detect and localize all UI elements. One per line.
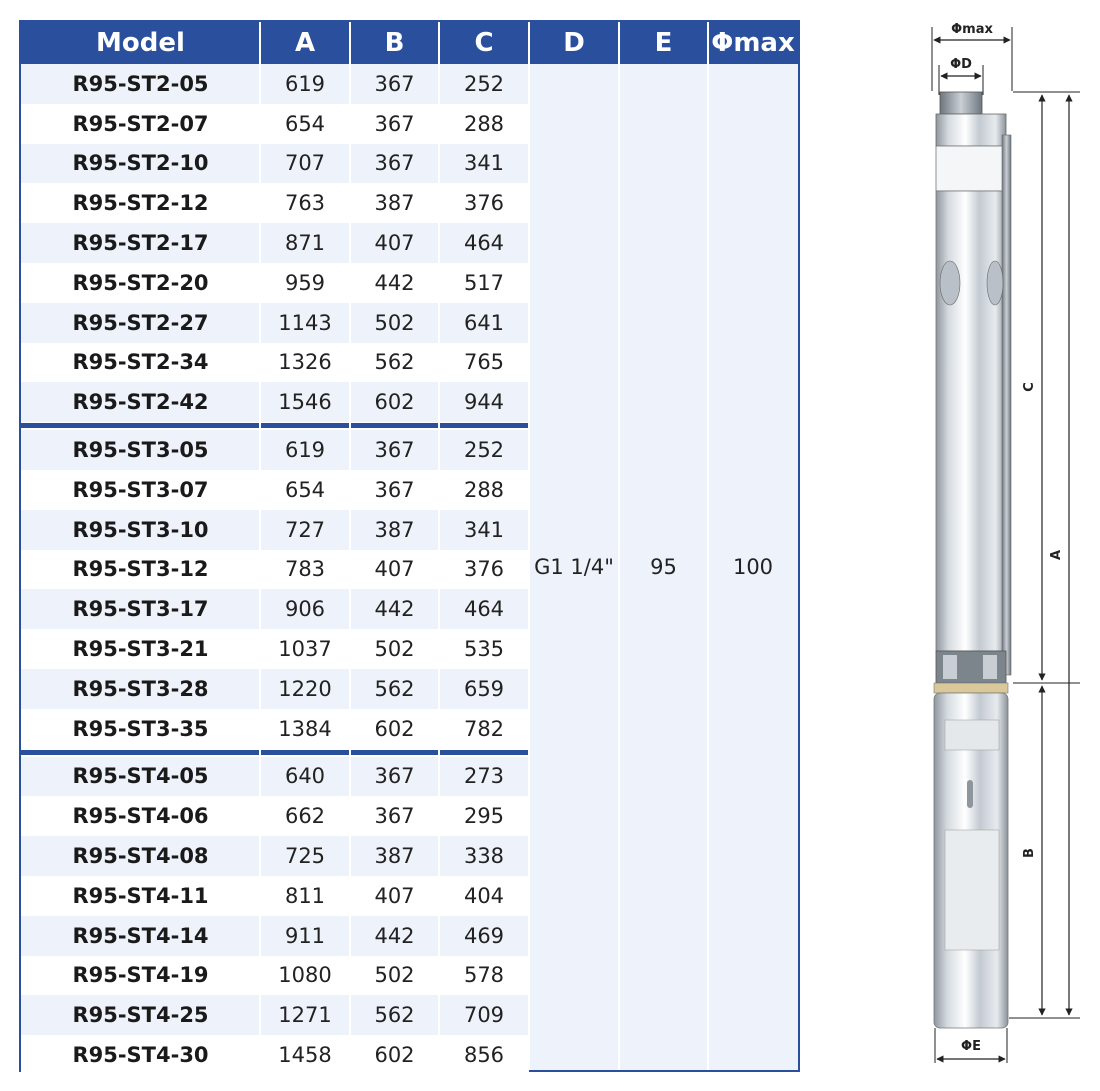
dim-a-cell: 619: [284, 438, 326, 463]
spec-table: [19, 20, 800, 1072]
dim-a-cell: 783: [284, 557, 326, 582]
phi-e-dimension: [935, 1028, 1007, 1063]
phi-max-dimension: [932, 22, 1012, 91]
dim-c-cell: 252: [463, 71, 505, 96]
model-cell: R95-ST4-14: [72, 923, 209, 948]
dim-b-cell: 367: [374, 71, 415, 96]
dim-c-cell: 464: [463, 231, 505, 256]
shared-phi-max-cell: 100: [708, 64, 798, 1070]
dim-c-cell: 659: [463, 676, 505, 701]
dim-b-cell: 502: [374, 963, 415, 988]
model-cell: R95-ST2-34: [72, 350, 209, 375]
dim-a-cell: 1037: [278, 637, 332, 662]
dim-a-cell: 1384: [278, 716, 332, 741]
header-separator: [438, 22, 440, 64]
header-model: Model: [21, 22, 260, 64]
dim-a-cell: 1271: [278, 1003, 332, 1028]
column-separator: [349, 64, 351, 1075]
dim-a-cell: 1326: [278, 350, 332, 375]
dim-a-cell: 654: [284, 477, 326, 502]
dim-a-cell: 1458: [278, 1043, 332, 1068]
model-cell: R95-ST3-05: [72, 438, 209, 463]
header-e: E: [619, 22, 708, 64]
dim-c-cell: 273: [463, 764, 505, 789]
shared-e-cell: 95: [619, 64, 708, 1070]
dim-b-cell: 442: [374, 923, 415, 948]
model-cell: R95-ST3-07: [72, 477, 209, 502]
dim-b-cell: 367: [374, 764, 415, 789]
model-cell: R95-ST4-30: [72, 1043, 209, 1068]
dim-b-cell: 602: [374, 716, 415, 741]
model-cell: R95-ST4-19: [72, 963, 209, 988]
header-separator: [528, 22, 530, 64]
dim-b-cell: 367: [374, 438, 415, 463]
model-cell: R95-ST2-12: [72, 191, 209, 216]
dim-b-cell: 502: [374, 637, 415, 662]
dim-c-cell: 517: [463, 270, 505, 295]
dim-a-cell: 763: [284, 191, 326, 216]
dim-b-cell: 562: [374, 676, 415, 701]
model-cell: R95-ST2-07: [72, 111, 209, 136]
column-separator: [618, 64, 620, 1070]
dim-a-cell: 811: [284, 883, 326, 908]
dim-b-cell: 602: [374, 1043, 415, 1068]
dim-a-cell: 871: [284, 231, 326, 256]
dim-a-cell: 1080: [278, 963, 332, 988]
c-dimension: [1013, 92, 1080, 683]
dim-b-cell: 442: [374, 270, 415, 295]
column-separator: [707, 64, 709, 1070]
phi-d-label: ΦD: [950, 57, 972, 72]
dim-a-cell: 640: [284, 764, 326, 789]
pump-drawing: [905, 15, 1095, 1075]
model-cell: R95-ST3-10: [72, 517, 209, 542]
dim-b-cell: 562: [374, 350, 415, 375]
model-cell: R95-ST2-05: [72, 71, 209, 96]
column-separator: [438, 64, 440, 1075]
dim-c-cell: 765: [463, 350, 505, 375]
dim-c-cell: 469: [463, 923, 505, 948]
shared-d-cell: G1 1/4": [529, 64, 619, 1070]
dim-c-cell: 578: [463, 963, 505, 988]
model-cell: R95-ST3-17: [72, 597, 209, 622]
dim-c-cell: 944: [463, 390, 505, 415]
phi-d-dimension: [939, 57, 983, 95]
model-cell: R95-ST4-08: [72, 844, 209, 869]
dim-b-cell: 602: [374, 390, 415, 415]
header-separator: [707, 22, 709, 64]
header-c: C: [439, 22, 529, 64]
dim-c-cell: 288: [463, 477, 505, 502]
header-separator: [259, 22, 261, 64]
dim-b-cell: 387: [374, 191, 415, 216]
model-cell: R95-ST3-28: [72, 676, 209, 701]
dim-a-cell: 654: [284, 111, 326, 136]
dim-b-cell: 407: [374, 883, 415, 908]
dim-b-cell: 367: [374, 477, 415, 502]
dim-a-cell: 1220: [278, 676, 332, 701]
column-separator: [259, 64, 261, 1075]
dim-b-cell: 367: [374, 804, 415, 829]
dim-c-cell: 288: [463, 111, 505, 136]
header-b: B: [350, 22, 439, 64]
header-d: D: [529, 22, 619, 64]
dim-c-cell: 252: [463, 438, 505, 463]
dim-c-cell: 376: [463, 191, 505, 216]
model-cell: R95-ST3-12: [72, 557, 209, 582]
dim-c-cell: 404: [463, 883, 505, 908]
model-cell: R95-ST3-21: [72, 637, 209, 662]
dim-a-cell: 725: [284, 844, 326, 869]
dim-c-cell: 376: [463, 557, 505, 582]
model-cell: R95-ST2-17: [72, 231, 209, 256]
column-separator: [528, 64, 530, 1070]
dim-b-cell: 502: [374, 310, 415, 335]
dim-b-cell: 407: [374, 231, 415, 256]
group-divider: [21, 423, 529, 428]
model-cell: R95-ST2-27: [72, 310, 209, 335]
a-dimension: [1049, 95, 1069, 1015]
dim-a-cell: 906: [284, 597, 326, 622]
dim-b-cell: 367: [374, 151, 415, 176]
dim-a-cell: 619: [284, 71, 326, 96]
dim-b-cell: 562: [374, 1003, 415, 1028]
dim-c-cell: 535: [463, 637, 505, 662]
pump-body: [934, 92, 1011, 1028]
dim-b-cell: 407: [374, 557, 415, 582]
header-phi-max: Φmax: [708, 22, 798, 64]
model-cell: R95-ST4-06: [72, 804, 209, 829]
dim-a-cell: 707: [284, 151, 326, 176]
phi-e-label: ΦE: [961, 1039, 981, 1054]
model-cell: R95-ST4-11: [72, 883, 209, 908]
model-cell: R95-ST4-05: [72, 764, 209, 789]
header-a: A: [260, 22, 350, 64]
dim-c-cell: 641: [463, 310, 505, 335]
dim-a-cell: 662: [284, 804, 326, 829]
dim-b-cell: 387: [374, 844, 415, 869]
dim-b-cell: 387: [374, 517, 415, 542]
dim-b-cell: 442: [374, 597, 415, 622]
b-label: B: [1022, 848, 1037, 858]
header-separator: [349, 22, 351, 64]
c-label: C: [1022, 382, 1037, 392]
group-divider: [21, 750, 529, 755]
dim-b-cell: 367: [374, 111, 415, 136]
dim-c-cell: 338: [463, 844, 505, 869]
dim-c-cell: 709: [463, 1003, 505, 1028]
dim-a-cell: 1546: [278, 390, 332, 415]
dim-c-cell: 295: [463, 804, 505, 829]
model-cell: R95-ST2-42: [72, 390, 209, 415]
phi-max-label: Φmax: [951, 22, 993, 37]
header-separator: [618, 22, 620, 64]
model-cell: R95-ST3-35: [72, 716, 209, 741]
a-label: A: [1049, 549, 1064, 561]
model-cell: R95-ST2-10: [72, 151, 209, 176]
dim-a-cell: 1143: [278, 310, 332, 335]
dim-c-cell: 856: [463, 1043, 505, 1068]
model-cell: R95-ST2-20: [72, 270, 209, 295]
dim-c-cell: 341: [463, 517, 505, 542]
dim-c-cell: 464: [463, 597, 505, 622]
dim-c-cell: 782: [463, 716, 505, 741]
dim-a-cell: 727: [284, 517, 326, 542]
dim-a-cell: 959: [284, 270, 326, 295]
dim-a-cell: 911: [284, 923, 326, 948]
dim-c-cell: 341: [463, 151, 505, 176]
model-cell: R95-ST4-25: [72, 1003, 209, 1028]
